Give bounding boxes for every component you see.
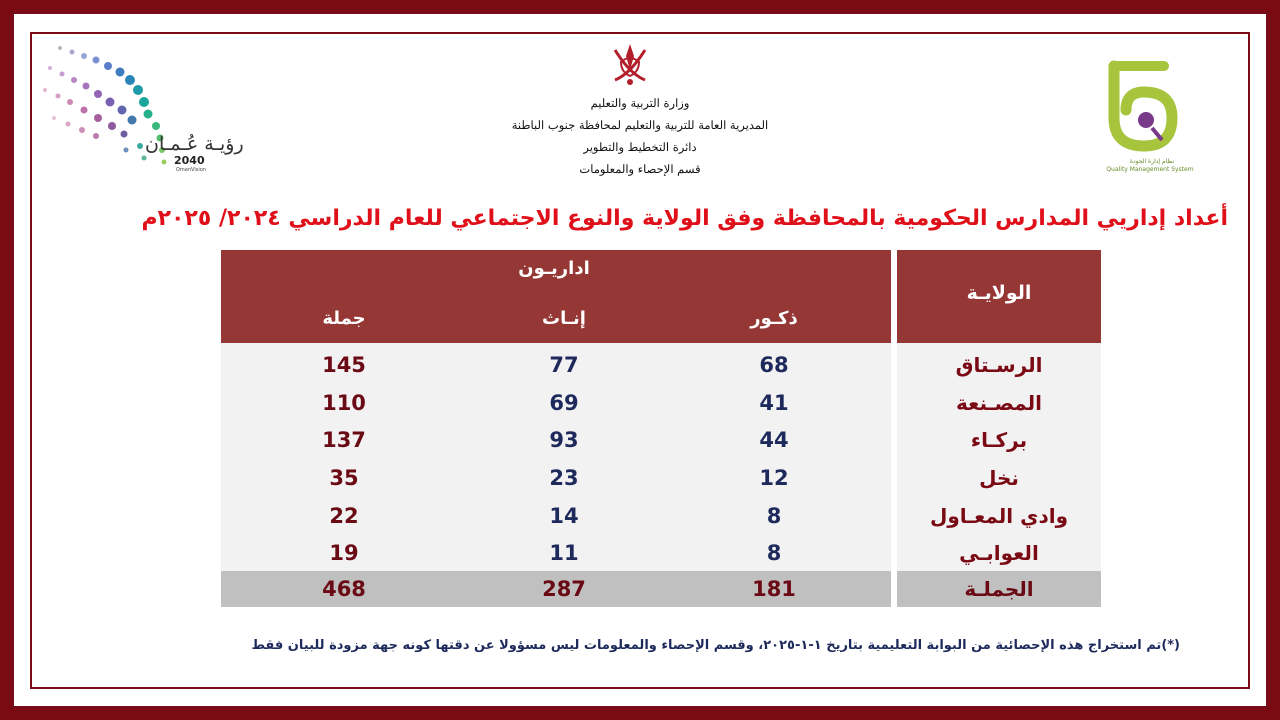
cell-total-female: 287 xyxy=(542,577,586,601)
qms-arabic-label: نظام إدارة الجودة xyxy=(1129,158,1175,165)
cell-total: 22 xyxy=(329,504,359,528)
oman-emblem-icon xyxy=(609,40,651,88)
table-row xyxy=(221,384,1101,422)
statistics-table xyxy=(221,250,1101,607)
footnote: (*)تم استخراج هذه الإحصائية من البوابة التعليمية بتاريخ ١-١-٢٠٢٥، وقسم الإحصاء والمعلومات ليس مسؤولا عن دقتها كونه جهة مزودة للبيان فقط xyxy=(251,638,1180,653)
header-female: إنـاث xyxy=(542,308,586,329)
cell-female: 69 xyxy=(549,391,579,415)
cell-female: 23 xyxy=(549,466,579,490)
cell-wilaya: وادي المعـاول xyxy=(929,504,1069,528)
cell-male: 8 xyxy=(766,504,782,528)
table-row xyxy=(221,346,1101,384)
cell-wilaya: العوابـي xyxy=(959,541,1039,565)
cell-male: 41 xyxy=(759,391,789,415)
ministry-line-4: قسم الإحصاء والمعلومات xyxy=(579,162,701,176)
ministry-line-1: وزارة التربية والتعليم xyxy=(590,96,690,110)
header-total: جملة xyxy=(322,308,366,329)
cell-male: 44 xyxy=(759,428,789,452)
cell-wilaya: بركـاء xyxy=(970,428,1028,452)
ministry-line-2: المديرية العامة للتربية والتعليم لمحافظة جنوب الباطنة xyxy=(511,118,769,132)
quality-management-logo-icon xyxy=(1104,58,1184,158)
cell-total: 110 xyxy=(322,391,366,415)
cell-male: 12 xyxy=(759,466,789,490)
vision-title: رؤيـة عُـمـان xyxy=(145,133,244,155)
ministry-line-3: دائرة التخطيط والتطوير xyxy=(583,140,697,154)
cell-wilaya: الرسـتاق xyxy=(955,353,1043,377)
table-row xyxy=(221,421,1101,459)
cell-wilaya: المصـنعة xyxy=(956,391,1042,415)
cell-male: 68 xyxy=(759,353,789,377)
oman-vision-logo-icon xyxy=(40,38,250,188)
table-row xyxy=(221,534,1101,572)
cell-total: 19 xyxy=(329,541,359,565)
cell-total: 35 xyxy=(329,466,359,490)
cell-total: 137 xyxy=(322,428,366,452)
header-administrators: اداريـون xyxy=(518,258,590,279)
cell-male: 8 xyxy=(766,541,782,565)
ministry-header xyxy=(420,92,860,180)
vision-year: 2040 xyxy=(174,154,205,167)
header-wilaya: الولايـة xyxy=(966,282,1032,304)
table-row xyxy=(221,497,1101,535)
table-row xyxy=(221,459,1101,497)
cell-wilaya: نخل xyxy=(979,466,1019,490)
qms-english-label: Quality Management System xyxy=(1106,166,1194,173)
vision-subtitle: OmanVision xyxy=(176,167,206,173)
header-male: ذكـور xyxy=(750,308,798,329)
cell-total: 145 xyxy=(322,353,366,377)
page-title: أعداد إداريي المدارس الحكومية بالمحافظة وفق الولاية والنوع الاجتماعي للعام الدراسي ٢٠٢٤/ ٢٠٢٥م xyxy=(141,206,1228,231)
cell-total-label: الجملـة xyxy=(964,577,1034,601)
cell-female: 77 xyxy=(549,353,579,377)
cell-grand-total: 468 xyxy=(322,577,366,601)
cell-female: 11 xyxy=(549,541,579,565)
cell-female: 14 xyxy=(549,504,579,528)
cell-female: 93 xyxy=(549,428,579,452)
table-total-row xyxy=(221,570,1101,608)
cell-total-male: 181 xyxy=(752,577,796,601)
